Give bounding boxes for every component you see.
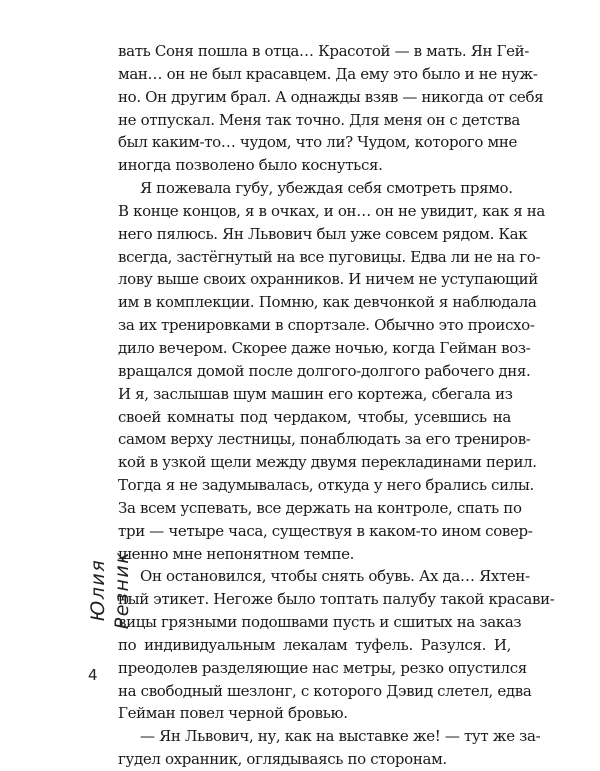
text-line: Он остановился, чтобы снять обувь. Ах да… Яхтен- bbox=[140, 567, 530, 586]
text-line: Гейман повел черной бровью. bbox=[118, 704, 348, 723]
page-number: 4 bbox=[88, 666, 98, 684]
text-line: иногда позволено было коснуться. bbox=[118, 156, 383, 175]
text-line: своей комнаты под чердаком, чтобы, усевшись на bbox=[118, 407, 511, 426]
text-line: гудел охранник, оглядываясь по сторонам. bbox=[118, 750, 447, 769]
text-line: на свободный шезлонг, с которого Дэвид слетел, едва bbox=[118, 681, 532, 700]
text-line: по индивидуальным лекалам туфель. Разулся. И, bbox=[118, 635, 511, 654]
text-line: вицы грязными подошвами пусть и сшитых на заказ bbox=[118, 613, 522, 632]
text-line: вать Соня пошла в отца… Красотой — в мать. Ян Гей- bbox=[118, 42, 529, 60]
text-line: дило вечером. Скорее даже ночью, когда Гейман воз- bbox=[118, 338, 531, 357]
text-line: — Ян Львович, ну, как на выставке же! — тут же за- bbox=[140, 727, 541, 746]
body-text bbox=[118, 40, 555, 771]
text-line: него пялюсь. Ян Львович был уже совсем рядом. Как bbox=[118, 224, 528, 243]
text-line: ный этикет. Негоже было топтать палубу такой красави- bbox=[118, 590, 555, 609]
text-line: Тогда я не задумывалась, откуда у него брались силы. bbox=[118, 476, 534, 495]
text-line: вращался домой после долгого-долгого рабочего дня. bbox=[118, 361, 531, 380]
text-line: кой в узкой щели между двумя перекладинами перил. bbox=[118, 453, 537, 472]
text-line: лову выше своих охранников. И ничем не уступающий bbox=[118, 270, 538, 289]
text-line: три — четыре часа, существуя в каком-то ином совер- bbox=[118, 521, 533, 540]
author-name: Юлия Резник bbox=[87, 550, 133, 630]
text-line: был каким-то… чудом, что ли? Чудом, которого мне bbox=[118, 133, 518, 152]
text-line: И я, заслышав шум машин его кортежа, сбегала из bbox=[118, 384, 513, 403]
text-line: В конце концов, я в очках, и он… он не увидит, как я на bbox=[118, 201, 545, 220]
text-line: преодолев разделяющие нас метры, резко опустился bbox=[118, 658, 527, 677]
text-line: самом верху лестницы, понаблюдать за его трениров- bbox=[118, 430, 531, 449]
text-line: им в комплекции. Помню, как девчонкой я наблюдала bbox=[118, 293, 537, 312]
text-line: Я пожевала губу, убеждая себя смотреть прямо. bbox=[140, 179, 513, 198]
text-line: За всем успевать, все держать на контроле, спать по bbox=[118, 498, 522, 517]
text-line: но. Он другим брал. А однажды взяв — никогда от себя bbox=[118, 87, 544, 106]
text-line: не отпускал. Меня так точно. Для меня он с детства bbox=[118, 110, 520, 129]
text-line: всегда, застёгнутый на все пуговицы. Едва ли не на го- bbox=[118, 247, 541, 266]
text-line: ман… он не был красавцем. Да ему это было и не нуж- bbox=[118, 64, 538, 83]
text-line: за их тренировками в спортзале. Обычно это происхо- bbox=[118, 316, 535, 335]
text-line: шенно мне непонятном темпе. bbox=[118, 544, 355, 563]
